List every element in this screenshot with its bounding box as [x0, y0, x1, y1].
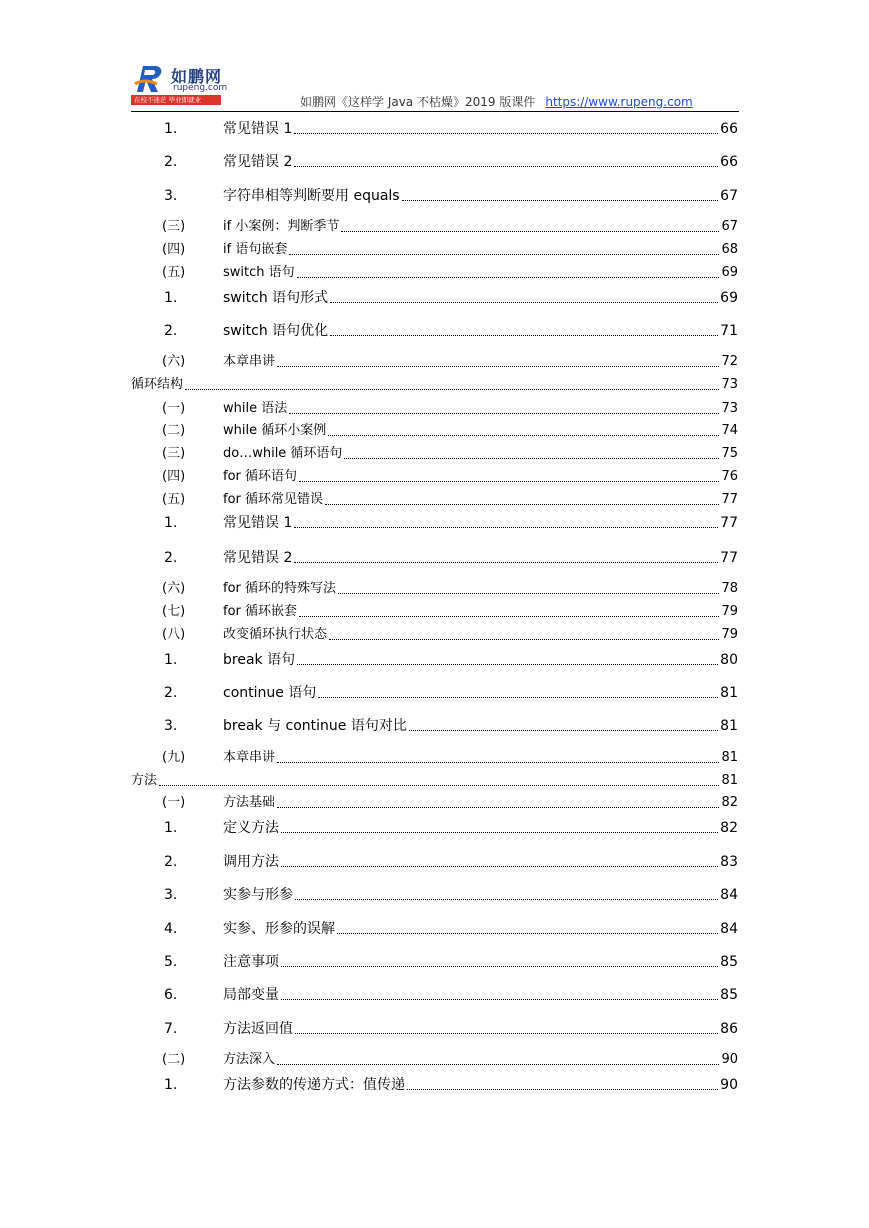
toc-entry-page: 84 [720, 887, 738, 903]
toc-entry-page: 66 [720, 154, 738, 170]
toc-entry-body [131, 773, 738, 789]
toc-entry[interactable] [131, 419, 738, 439]
toc-entry-title: 方法参数的传递方式：值传递 [223, 1077, 405, 1093]
toc-entry-page: 85 [720, 954, 738, 970]
toc-entry-number: (三) [162, 446, 186, 461]
toc-entry-body [223, 354, 738, 370]
toc-entry-number: 3. [164, 718, 178, 734]
toc-entry-body [223, 795, 738, 811]
toc-entry[interactable] [131, 983, 738, 1003]
toc-entry-title: for 循环语句 [223, 469, 298, 484]
toc-dot-leader [294, 527, 718, 528]
toc-entry-number: 2. [164, 323, 178, 339]
toc-entry-title: 实参与形参 [223, 887, 293, 903]
toc-dot-leader [277, 807, 719, 808]
toc-entry-page: 68 [721, 242, 738, 257]
toc-entry-body [223, 401, 738, 417]
toc-dot-leader [325, 504, 719, 505]
header-link[interactable]: https://www.rupeng.com [545, 95, 693, 109]
toc-dot-leader [299, 616, 719, 617]
toc-entry-page: 81 [720, 685, 738, 701]
toc-dot-leader [295, 899, 718, 900]
toc-entry-body [223, 188, 738, 204]
toc-dot-leader [402, 200, 719, 201]
toc-entry[interactable] [131, 397, 738, 417]
toc-entry[interactable] [131, 350, 738, 370]
toc-entry-title: while 语法 [223, 401, 288, 416]
logo-domain: rupeng.com [173, 83, 228, 93]
toc-entry-body [223, 627, 738, 643]
toc-entry-page: 74 [721, 423, 738, 438]
toc-entry[interactable] [131, 746, 738, 766]
toc-entry-title: if 小案例：判断季节 [223, 219, 340, 234]
toc-dot-leader [277, 366, 719, 367]
toc-entry-page: 80 [720, 652, 738, 668]
toc-entry-page: 73 [721, 401, 738, 416]
toc-entry-title: switch 语句形式 [223, 290, 329, 306]
toc-entry[interactable] [131, 623, 738, 643]
toc-entry[interactable] [131, 791, 738, 811]
toc-entry-number: (五) [162, 265, 186, 280]
toc-entry-number: 1. [164, 820, 178, 836]
toc-entry-title: 方法深入 [223, 1052, 276, 1067]
toc-entry-page: 90 [721, 1052, 738, 1067]
toc-entry-body [223, 323, 738, 339]
toc-dot-leader [341, 231, 719, 232]
toc-entry-title: 改变循环执行状态 [223, 627, 328, 642]
toc-entry-body [223, 581, 738, 597]
toc-entry-page: 90 [720, 1077, 738, 1093]
toc-dot-leader [337, 933, 718, 934]
toc-dot-leader [281, 866, 718, 867]
toc-entry-number: 3. [164, 188, 178, 204]
toc-entry-body [223, 887, 738, 903]
toc-dot-leader [329, 639, 719, 640]
toc-dot-leader [281, 999, 718, 1000]
toc-entry-page: 82 [720, 820, 738, 836]
toc-entry[interactable] [131, 215, 738, 235]
toc-entry-page: 67 [721, 219, 738, 234]
toc-entry[interactable] [131, 950, 738, 970]
toc-entry-number: (四) [162, 469, 186, 484]
toc-entry-page: 77 [720, 550, 738, 566]
toc-entry-page: 84 [720, 921, 738, 937]
toc-entry-page: 82 [721, 795, 738, 810]
toc-entry-title: 注意事项 [223, 954, 279, 970]
toc-entry-page: 81 [721, 750, 738, 765]
toc-dot-leader [328, 435, 719, 436]
toc-entry-number: 2. [164, 854, 178, 870]
toc-dot-leader [289, 254, 719, 255]
toc-entry-title: for 循环嵌套 [223, 604, 298, 619]
toc-entry[interactable] [131, 769, 738, 789]
toc-entry-body [223, 265, 738, 281]
toc-entry[interactable] [131, 917, 738, 937]
toc-entry-number: 1. [164, 515, 178, 531]
toc-entry-title: 调用方法 [223, 854, 279, 870]
toc-entry-body [223, 750, 738, 766]
toc-dot-leader [297, 277, 720, 278]
toc-entry-number: (六) [162, 354, 186, 369]
toc-entry-page: 79 [721, 604, 738, 619]
toc-entry[interactable] [131, 714, 738, 734]
toc-entry-page: 71 [720, 323, 738, 339]
toc-entry-title: break 与 continue 语句对比 [223, 718, 407, 734]
toc-entry-number: (八) [162, 627, 186, 642]
toc-entry[interactable] [131, 488, 738, 508]
toc-entry-number: 1. [164, 121, 178, 137]
toc-dot-leader [344, 458, 719, 459]
toc-entry-body [223, 854, 738, 870]
toc-dot-leader [159, 785, 719, 786]
toc-dot-leader [289, 413, 719, 414]
toc-entry[interactable] [131, 442, 738, 462]
toc-entry-body [223, 1077, 738, 1093]
toc-dot-leader [294, 166, 718, 167]
toc-entry-title: 本章串讲 [223, 354, 276, 369]
toc-entry-title: if 语句嵌套 [223, 242, 288, 257]
toc-entry-title: continue 语句 [223, 685, 317, 701]
toc-entry-title: 方法返回值 [223, 1021, 293, 1037]
toc-entry-body [223, 492, 738, 508]
toc-entry[interactable] [131, 577, 738, 597]
toc-entry-number: 2. [164, 154, 178, 170]
toc-entry[interactable] [131, 184, 738, 204]
toc-entry-title: switch 语句 [223, 265, 295, 280]
toc-dot-leader [294, 133, 718, 134]
toc-entry-number: (九) [162, 750, 186, 765]
toc-entry[interactable] [131, 238, 738, 258]
toc-entry-title: 循环结构 [131, 377, 184, 392]
toc-entry-title: 方法 [131, 773, 158, 788]
toc-entry-number: (五) [162, 492, 186, 507]
toc-entry-page: 77 [721, 492, 738, 507]
toc-dot-leader [297, 664, 718, 665]
toc-entry-page: 83 [720, 854, 738, 870]
toc-entry-number: (三) [162, 219, 186, 234]
toc-entry-body [223, 154, 738, 170]
toc-entry-number: 1. [164, 1077, 178, 1093]
toc-entry-number: (六) [162, 581, 186, 596]
toc-entry-page: 86 [720, 1021, 738, 1037]
toc-entry-title: while 循环小案例 [223, 423, 327, 438]
toc-entry-page: 77 [720, 515, 738, 531]
toc-entry-number: 7. [164, 1021, 178, 1037]
toc-entry-title: 局部变量 [223, 987, 279, 1003]
toc-entry-body [223, 685, 738, 701]
toc-entry[interactable] [131, 511, 738, 531]
toc-entry-page: 69 [720, 290, 738, 306]
toc-entry-body [223, 954, 738, 970]
toc-entry-page: 73 [721, 377, 738, 392]
toc-entry-body [223, 652, 738, 668]
toc-entry[interactable] [131, 261, 738, 281]
toc-entry-title: 定义方法 [223, 820, 279, 836]
toc-entry[interactable] [131, 1073, 738, 1093]
toc-entry-title: 常见错误 2 [223, 550, 293, 566]
toc-entry-page: 75 [721, 446, 738, 461]
logo-text: 如鹏网 [171, 67, 223, 86]
toc-entry-number: 2. [164, 685, 178, 701]
toc-entry-title: switch 语句优化 [223, 323, 329, 339]
toc-entry[interactable] [131, 600, 738, 620]
toc-entry-page: 79 [721, 627, 738, 642]
toc-entry[interactable] [131, 117, 738, 137]
toc-entry-body [223, 820, 738, 836]
toc-entry-title: 常见错误 1 [223, 515, 293, 531]
toc-entry-page: 69 [721, 265, 738, 280]
logo-slogan: 在校不迷茫 毕业即就业 [134, 96, 202, 104]
toc-dot-leader [409, 730, 718, 731]
toc-entry-page: 81 [721, 773, 738, 788]
toc-entry-title: break 语句 [223, 652, 296, 668]
toc-entry-body [223, 446, 738, 462]
toc-entry[interactable] [131, 883, 738, 903]
toc-dot-leader [294, 562, 718, 563]
toc-dot-leader [330, 302, 718, 303]
toc-entry[interactable] [131, 546, 738, 566]
toc-dot-leader [330, 335, 718, 336]
toc-entry-title: for 循环的特殊写法 [223, 581, 337, 596]
toc-entry-body [223, 604, 738, 620]
toc-entry-number: (一) [162, 795, 186, 810]
toc-entry-title: 实参、形参的误解 [223, 921, 335, 937]
toc-entry[interactable] [131, 286, 738, 306]
toc-dot-leader [338, 593, 719, 594]
toc-entry-body [223, 1021, 738, 1037]
toc-entry-body [223, 987, 738, 1003]
toc-entry-body [223, 718, 738, 734]
toc-dot-leader [185, 389, 719, 390]
toc-entry-body [223, 515, 738, 531]
toc-entry-title: 常见错误 1 [223, 121, 293, 137]
toc-entry-page: 81 [720, 718, 738, 734]
toc-dot-leader [281, 832, 718, 833]
toc-entry-body [223, 290, 738, 306]
toc-entry-body [223, 219, 738, 235]
toc-dot-leader [407, 1089, 718, 1090]
toc-entry[interactable] [131, 373, 738, 393]
toc-dot-leader [281, 966, 718, 967]
toc-entry-body [223, 921, 738, 937]
toc-entry-number: 5. [164, 954, 178, 970]
toc-dot-leader [318, 697, 718, 698]
toc-entry-number: 1. [164, 290, 178, 306]
toc-entry-title: 字符串相等判断要用 equals [223, 188, 400, 204]
toc-entry-number: (二) [162, 423, 186, 438]
toc-entry-title: for 循环常见错误 [223, 492, 324, 507]
toc-entry-body [223, 1052, 738, 1068]
toc-entry-number: 3. [164, 887, 178, 903]
toc-dot-leader [277, 1064, 719, 1065]
toc-entry-body [223, 550, 738, 566]
toc-entry-number: 1. [164, 652, 178, 668]
toc-entry-body [223, 469, 738, 485]
toc-entry[interactable] [131, 648, 738, 668]
toc-entry[interactable] [131, 1017, 738, 1037]
toc-entry-page: 67 [720, 188, 738, 204]
toc-entry-title: do…while 循环语句 [223, 446, 343, 461]
toc-entry-page: 85 [720, 987, 738, 1003]
toc-entry-title: 方法基础 [223, 795, 276, 810]
toc-entry-number: (四) [162, 242, 186, 257]
toc-entry-body [223, 242, 738, 258]
toc-entry[interactable] [131, 850, 738, 870]
toc-entry-number: (一) [162, 401, 186, 416]
toc-entry-page: 66 [720, 121, 738, 137]
toc-entry[interactable] [131, 1048, 738, 1068]
toc-entry-page: 72 [721, 354, 738, 369]
toc-entry-body [223, 121, 738, 137]
toc-entry-page: 76 [721, 469, 738, 484]
toc-entry-title: 常见错误 2 [223, 154, 293, 170]
toc-entry[interactable] [131, 816, 738, 836]
toc-entry-title: 本章串讲 [223, 750, 276, 765]
toc-dot-leader [299, 481, 719, 482]
toc-entry-body [131, 377, 738, 393]
toc-entry-number: (七) [162, 604, 186, 619]
toc-entry[interactable] [131, 465, 738, 485]
toc-entry[interactable] [131, 681, 738, 701]
toc-entry-body [223, 423, 738, 439]
toc-entry-number: 4. [164, 921, 178, 937]
toc-dot-leader [295, 1033, 718, 1034]
toc-entry[interactable] [131, 319, 738, 339]
toc-dot-leader [277, 762, 719, 763]
toc-entry-page: 78 [721, 581, 738, 596]
toc-entry-number: 2. [164, 550, 178, 566]
toc-entry-number: 6. [164, 987, 178, 1003]
toc-entry[interactable] [131, 150, 738, 170]
toc-entry-number: (二) [162, 1052, 186, 1067]
header-title: 如鹏网《这样学 Java 不枯燥》2019 版课件 [300, 95, 536, 109]
